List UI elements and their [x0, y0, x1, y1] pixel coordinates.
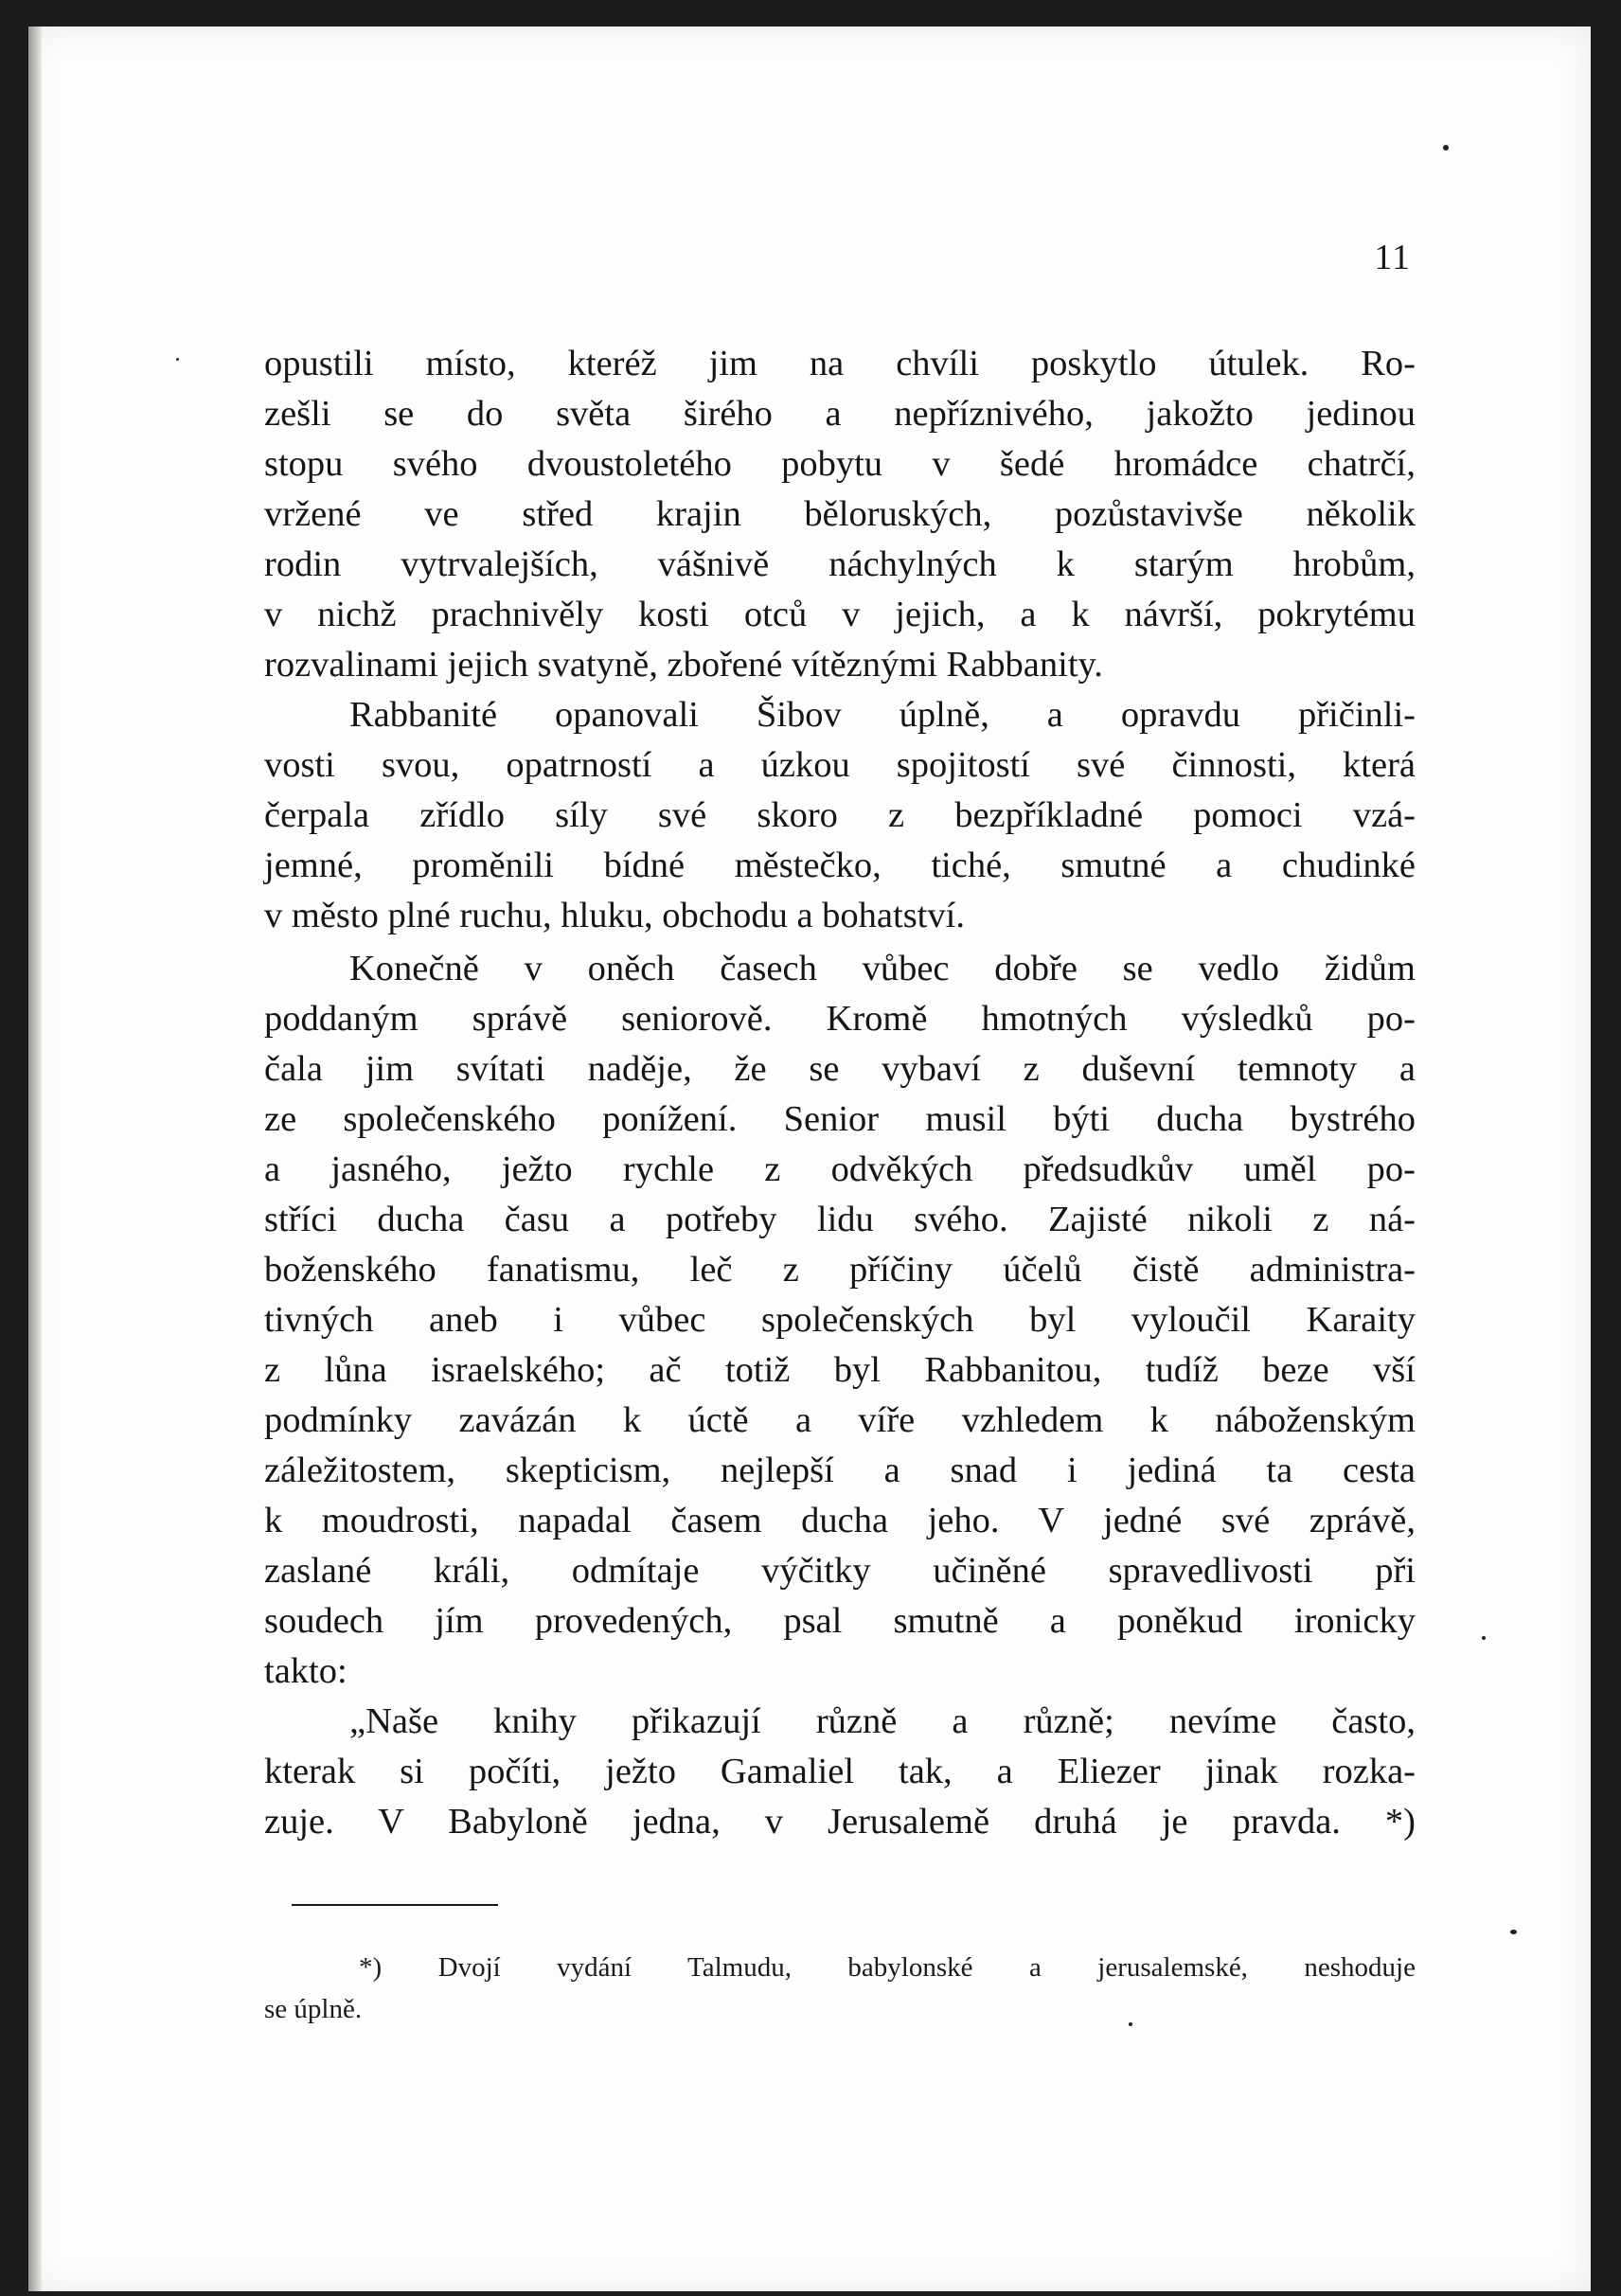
footnote-line: se úplně.: [264, 1994, 363, 2024]
text-line: rodin vytrvalejších, vášnivě náchylných k starým hrobům,: [264, 544, 1416, 584]
scan-speck: [176, 358, 179, 361]
scan-speck: [1129, 2022, 1132, 2026]
text-line: jemné, proměnili bídné městečko, tiché, smutné a chudinké: [264, 845, 1416, 885]
text-line: rozvalinami jejich svatyně, zbořené vítěznými Rabbanity.: [264, 645, 1103, 685]
text-line: v nichž prachnivěly kosti otců v jejich, a k návrší, pokrytému: [264, 595, 1416, 634]
text-line: z lůna israelského; ač totiž byl Rabbanitou, tudíž beze vší: [264, 1350, 1416, 1390]
text-line: zaslané králi, odmítaje výčitky učiněné spravedlivosti při: [264, 1551, 1416, 1591]
scan-speck: [1443, 145, 1449, 151]
text-line: čala jim svítati naděje, že se vybaví z duševní temnoty a: [264, 1049, 1416, 1089]
text-line: soudech jím provedených, psal smutně a poněkud ironicky: [264, 1601, 1416, 1641]
text-line: vosti svou, opatrností a úzkou spojitostí své činnosti, která: [264, 745, 1416, 785]
text-line: stříci ducha času a potřeby lidu svého. Zajisté nikoli z ná-: [264, 1200, 1416, 1239]
text-line: podmínky zavázán k úctě a víře vzhledem k náboženským: [264, 1400, 1416, 1440]
scan-speck: [1510, 1930, 1517, 1934]
text-line: zuje. V Babyloně jedna, v Jerusalemě druhá je pravda. *): [264, 1802, 1416, 1842]
binding-edge: [28, 27, 42, 2291]
text-line: k moudrosti, napadal časem ducha jeho. V jedné své zprávě,: [264, 1501, 1416, 1540]
text-line: v město plné ruchu, hluku, obchodu a bohatství.: [264, 896, 965, 935]
text-line: tivných aneb i vůbec společenských byl vyloučil Karaity: [264, 1300, 1416, 1340]
text-line: záležitostem, skepticism, nejlepší a snad i jediná ta cesta: [264, 1451, 1416, 1490]
page-number: 11: [1374, 238, 1411, 277]
book-page: [28, 27, 1591, 2291]
scan-speck: [1482, 1636, 1486, 1640]
footnote: [264, 1947, 1416, 2030]
text-line: čerpala zřídlo síly své skoro z bezpříkladné pomoci vzá-: [264, 795, 1416, 835]
text-line: vržené ve střed krajin běloruských, pozůstavivše několik: [264, 494, 1416, 534]
text-line: ze společenského ponížení. Senior musil býti ducha bystrého: [264, 1099, 1416, 1139]
body-text: [264, 339, 1416, 1847]
text-line: boženského fanatismu, leč z příčiny účelů čistě administra-: [264, 1250, 1416, 1290]
text-line: a jasného, ježto rychle z odvěkých předsudkův uměl po-: [264, 1149, 1416, 1189]
footnote-rule: [292, 1904, 498, 1906]
text-line: opustili místo, kteréž jim na chvíli poskytlo útulek. Ro-: [264, 344, 1416, 383]
text-line: „Naše knihy přikazují různě a různě; nevíme často,: [349, 1701, 1416, 1741]
footnote-line: *) Dvojí vydání Talmudu, babylonské a jerusalemské, neshoduje: [359, 1952, 1416, 1983]
text-line: Rabbanité opanovali Šibov úplně, a opravdu přičinli-: [349, 695, 1416, 735]
text-line: stopu svého dvoustoletého pobytu v šedé hromádce chatrčí,: [264, 444, 1416, 484]
text-line: zešli se do světa širého a nepříznivého, jakožto jedinou: [264, 394, 1416, 434]
text-line: Konečně v oněch časech vůbec dobře se vedlo židům: [349, 949, 1416, 988]
text-line: takto:: [264, 1651, 347, 1691]
text-line: kterak si počíti, ježto Gamaliel tak, a Eliezer jinak rozka-: [264, 1752, 1416, 1791]
text-line: poddaným správě seniorově. Kromě hmotných výsledků po-: [264, 999, 1416, 1039]
